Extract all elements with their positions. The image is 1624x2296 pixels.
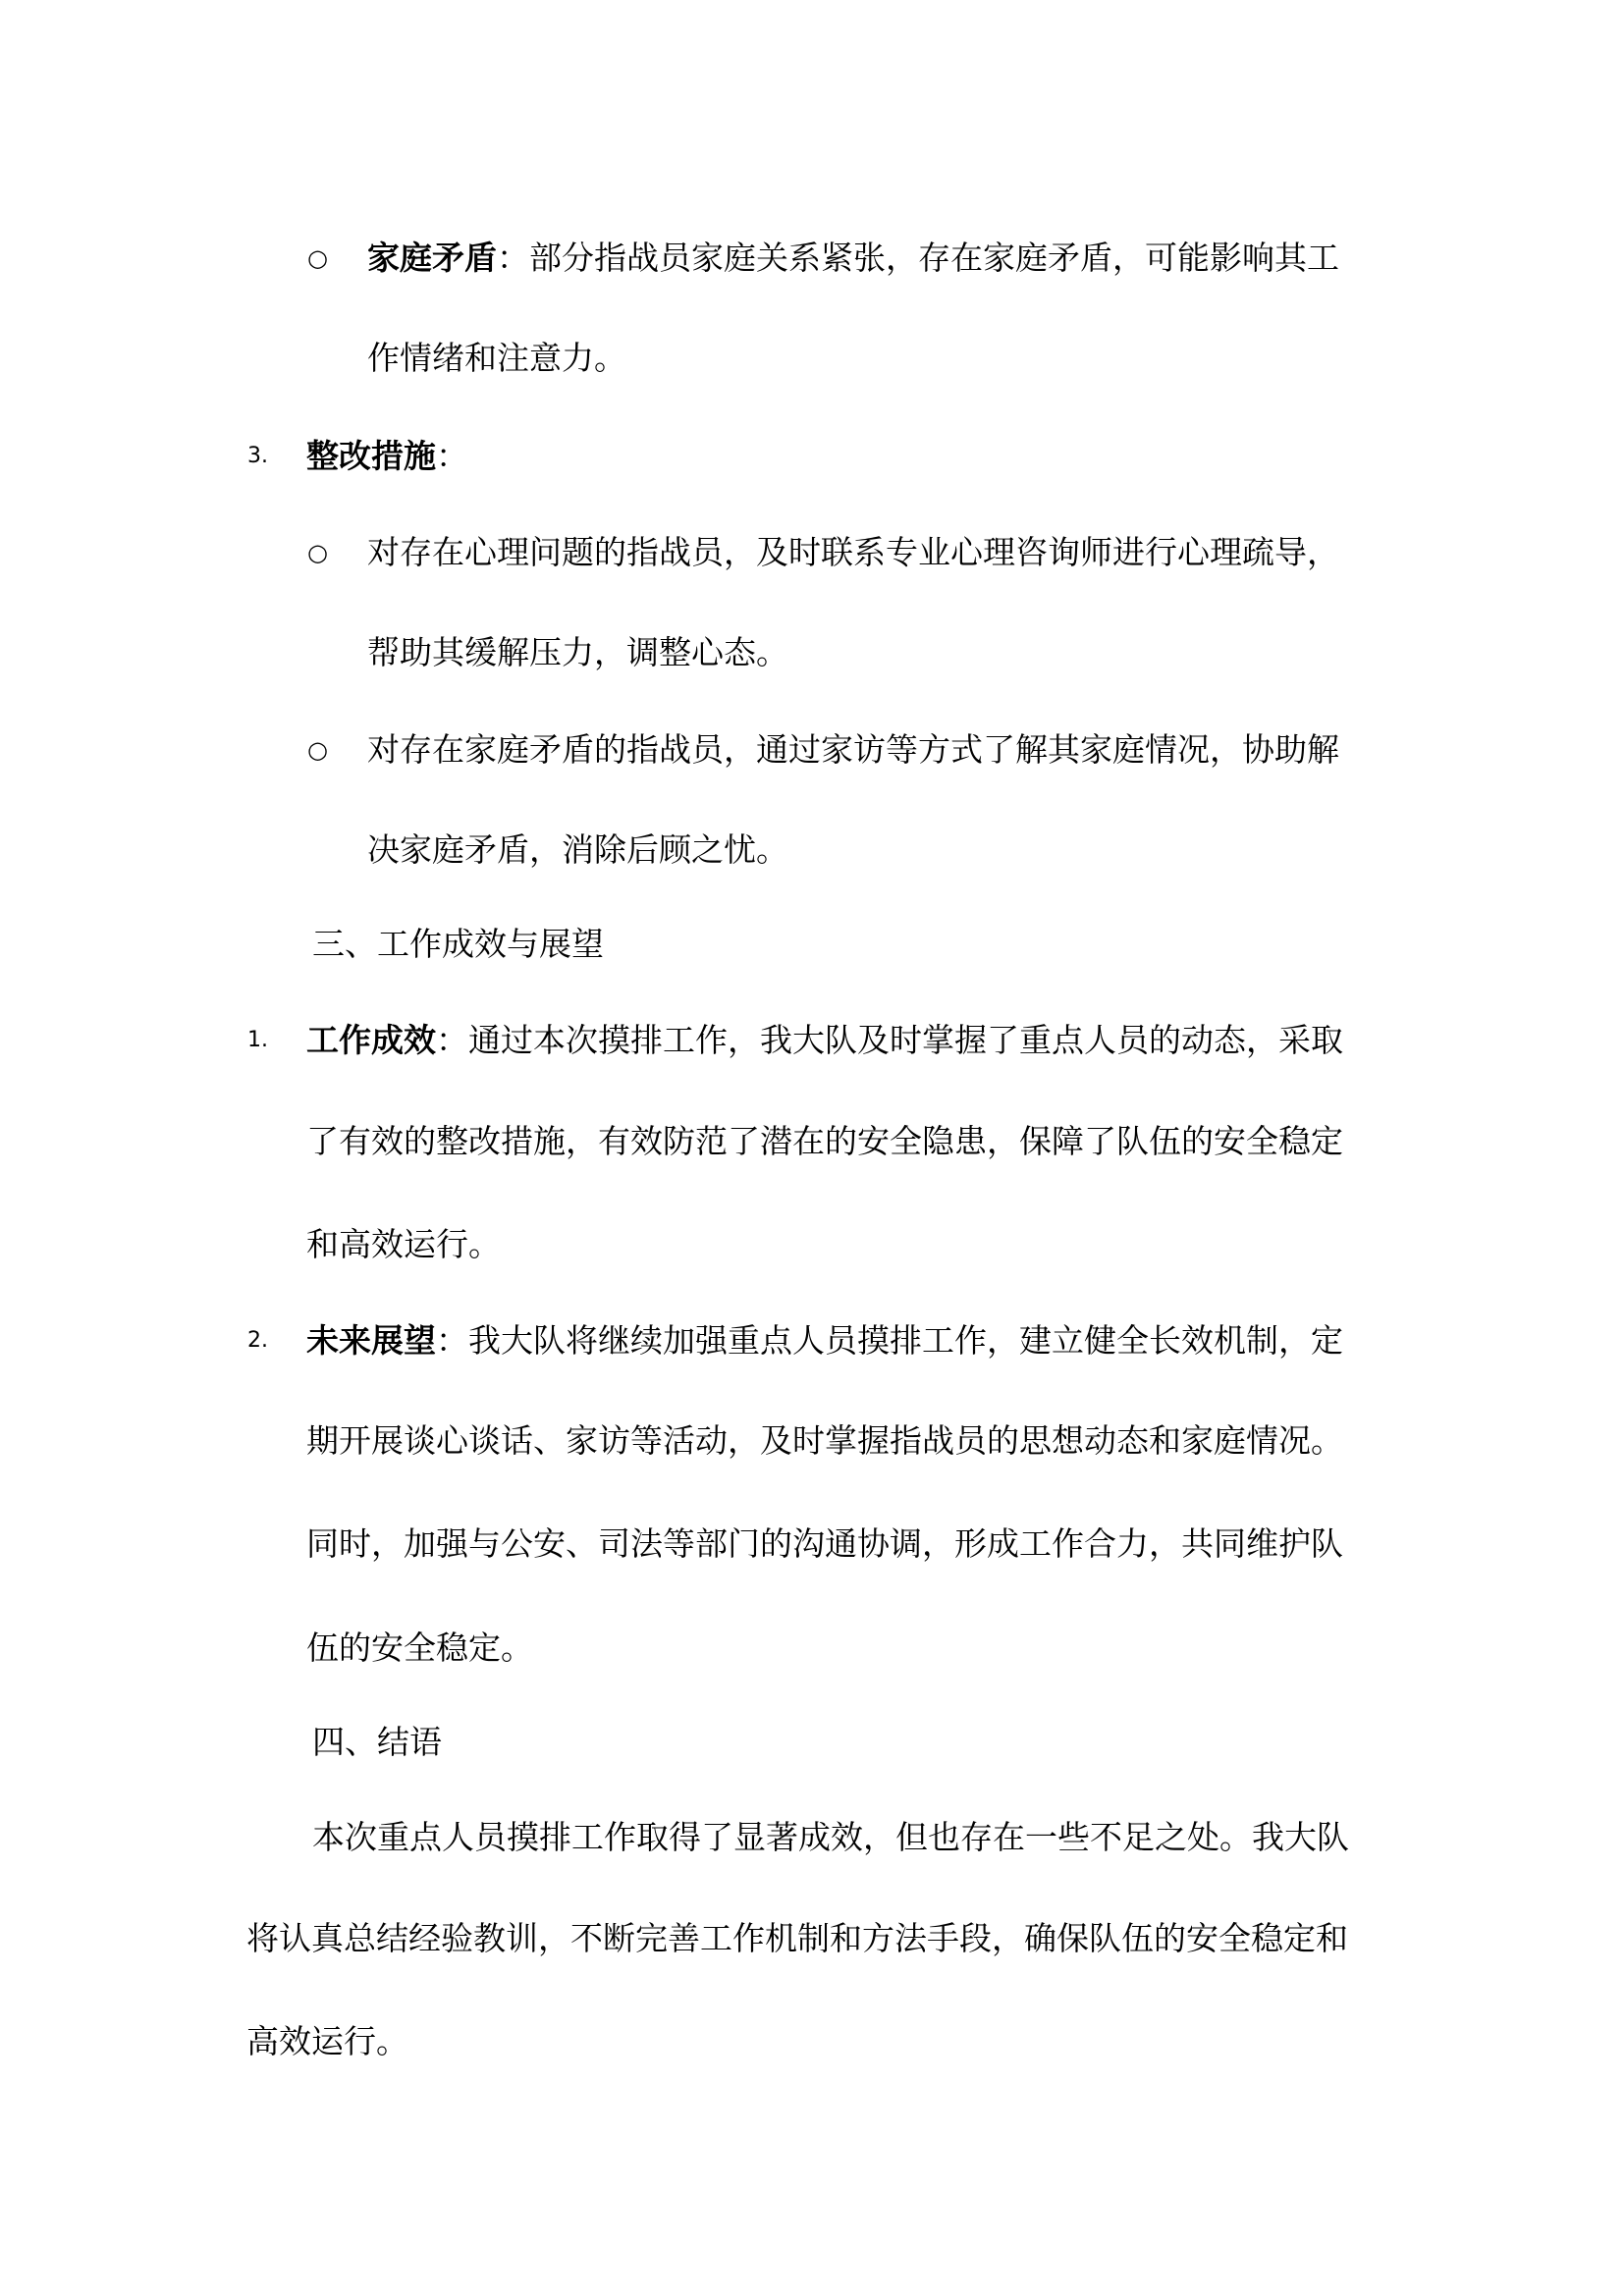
bullet-marker: ○ bbox=[307, 736, 328, 764]
item-bold-label: 未来展望 bbox=[306, 1321, 436, 1360]
list-item-continuation: 了有效的整改措施，有效防范了潜在的安全隐患，保障了队伍的安全稳定 bbox=[306, 1122, 1343, 1160]
list-item-continuation: 和高效运行。 bbox=[306, 1225, 501, 1263]
section-heading-conclusion: 四、结语 bbox=[312, 1723, 442, 1761]
list-item-home-visit: 对存在家庭矛盾的指战员，通过家访等方式了解其家庭情况，协助解 bbox=[367, 730, 1339, 769]
list-item-continuation: 决家庭矛盾，消除后顾之忧。 bbox=[367, 830, 788, 869]
list-item-psych-counseling: 对存在心理问题的指战员，及时联系专业心理咨询师进行心理疏导， bbox=[367, 533, 1339, 571]
item-bold-label: 工作成效 bbox=[306, 1021, 436, 1059]
list-item-continuation: 帮助其缓解压力，调整心态。 bbox=[367, 633, 788, 671]
numbered-item-rectification bbox=[306, 437, 468, 476]
conclusion-paragraph-line: 高效运行。 bbox=[246, 2022, 408, 2060]
item-text: ：通过本次摸排工作，我大队及时掌握了重点人员的动态，采取 bbox=[436, 1021, 1343, 1059]
conclusion-paragraph-line: 将认真总结经验教训，不断完善工作机制和方法手段，确保队伍的安全稳定和 bbox=[246, 1919, 1348, 1957]
item-bold-label: 整改措施 bbox=[306, 437, 436, 475]
section-heading-results: 三、工作成效与展望 bbox=[312, 925, 604, 963]
conclusion-paragraph-line: 本次重点人员摸排工作取得了显著成效，但也存在一些不足之处。我大队 bbox=[312, 1818, 1349, 1856]
number-marker: 1. bbox=[247, 1028, 268, 1052]
item-text: ： bbox=[436, 437, 468, 475]
item-text: ：我大队将继续加强重点人员摸排工作，建立健全长效机制，定 bbox=[436, 1321, 1343, 1360]
list-item-continuation: 同时，加强与公安、司法等部门的沟通协调，形成工作合力，共同维护队 bbox=[306, 1524, 1343, 1563]
list-item-continuation: 期开展谈心谈话、家访等活动，及时掌握指战员的思想动态和家庭情况。 bbox=[306, 1421, 1343, 1460]
bullet-marker: ○ bbox=[307, 539, 328, 566]
list-item-continuation: 伍的安全稳定。 bbox=[306, 1629, 533, 1667]
bullet-marker: ○ bbox=[307, 244, 328, 272]
list-item-continuation: 作情绪和注意力。 bbox=[367, 339, 626, 377]
numbered-item-future-outlook bbox=[306, 1321, 1343, 1361]
item-bold-label: 家庭矛盾 bbox=[367, 239, 497, 277]
number-marker: 2. bbox=[247, 1328, 268, 1353]
list-item-family-conflict bbox=[367, 239, 1339, 278]
item-text: ：部分指战员家庭关系紧张，存在家庭矛盾，可能影响其工 bbox=[497, 239, 1339, 277]
numbered-item-work-results bbox=[306, 1021, 1343, 1060]
number-marker: 3. bbox=[247, 444, 268, 468]
